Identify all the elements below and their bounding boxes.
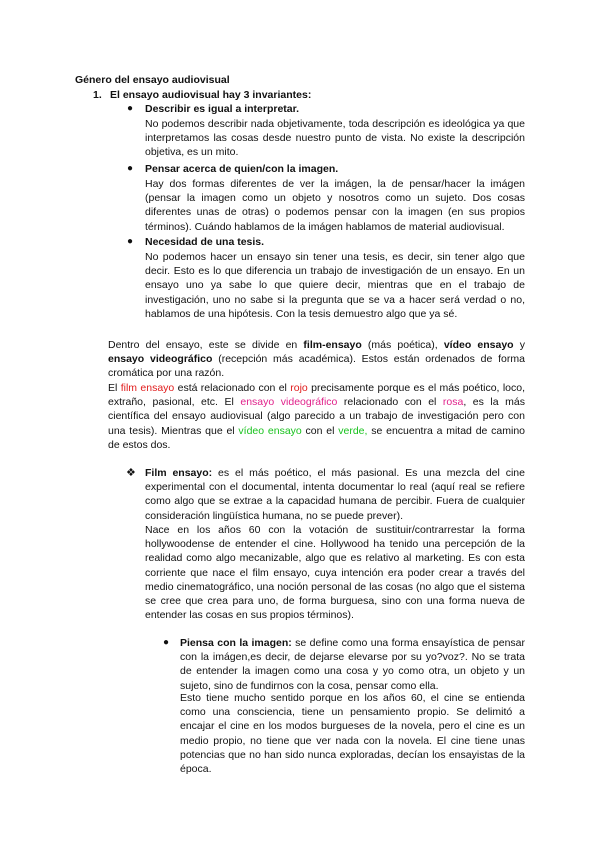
bullet-3-body: No podemos hacer un ensayo sin tener una tesis, es decir, sin tener algo que decir. Esto es lo que diferencia un trabajo de investigación de un ensayo. En un ensayo uno ya sabe lo que quiere decir, mientras que en el trabajo de investigación, uno no sabe si la pregunta que se va a hacer será verdad o no, hablamos de una hipótesis. Con la tesis demuestro algo que ya sé.: [145, 251, 525, 320]
paragraph-colors: El film ensayo está relacionado con el rojo precisamente porque es el más poético, loco, extraño, pasional, etc. El ensayo videográfico relacionado con el rosa, es la más científica del ensayo audiovisual (algo parecido a un trabajo de investigación pero con una tesis). Mientras que el vídeo ensayo con el verde, se encuentra a mitad de camino de estos dos.: [108, 382, 526, 451]
doc-title: Género del ensayo audiovisual: [75, 74, 230, 86]
film-ensayo-section: Film ensayo: es el más poético, el más pasional. Es una mezcla del cine experimental con el documental, intenta documentar lo real (aquí real se refiere como algo que se extrae a la capacidad humana de percibir. Fuera de cualquier consideración lingüística humana, no se puede prever).: [145, 467, 525, 522]
diamond-bullet-icon: ❖: [126, 467, 136, 479]
bullet-1-body: No podemos describir nada objetivamente, toda descripción es ideológica ya que interpretamos las cosas desde nuestro punto de vista. No existe la descripción objetiva, es un mito.: [145, 118, 525, 159]
bullet-2-title: Pensar acerca de quien/con la imagen.: [145, 163, 339, 175]
piensa-imagen-title: Piensa con la imagen:: [180, 637, 292, 649]
bullet-1-title: Describir es igual a interpretar.: [145, 103, 300, 115]
piensa-imagen-context: Esto tiene mucho sentido porque en los años 60, el cine se entienda como una consciencia, tiene un pensamiento propio. Se delimitó a encajar el cine en los modos burgueses de la novela, pero el cine es un medio propio, no tiene que ver nada con la novela. El cine tiene unas potencias que no han sido nunca exploradas, decían los ensayistas de la época.: [180, 692, 525, 776]
item-1-number: 1.: [93, 89, 102, 101]
piensa-imagen-section: Piensa con la imagen: se define como una forma ensayística de pensar con la imágen,es decir, de dejarse elevarse por su yo?voz?. No se trata de entender la imagen como una cosa y yo como otra, un objeto y un sujeto, sino de fundirnos con la cosa, pensar como ella.: [180, 637, 525, 692]
bullet-dot-icon: ●: [127, 163, 134, 174]
film-ensayo-title: Film ensayo:: [145, 467, 213, 479]
bullet-2-body: Hay dos formas diferentes de ver la imágen, la de pensar/hacer la imágen (pensar la imagen como un objeto y nosotros como un sujeto. Dos cosas diferentes unas de otras) o podemos pensar con la imagen (en sus propios términos). Cuándo hablamos de la imágen hablamos de material audiovisual.: [145, 178, 525, 233]
bullet-dot-icon: ●: [127, 236, 134, 247]
film-ensayo-history: Nace en los años 60 con la votación de sustituir/contrarrestar la forma hollywoodense de entender el cine. Hollywood ha tenido una percepción de la realidad como algo mecanizable, algo que es relativo al marketing. Es con esta corriente que nace el film ensayo, cuya intención era poder crear a través del medio cinematográfico, una noción personal de las cosas (no algo que el sistema se cree que crea para uno, de forma burguesa, sino con una forma nueva de entender las cosas en sus propios términos).: [145, 524, 525, 622]
bullet-dot-icon: ●: [127, 103, 134, 114]
item-1-title: El ensayo audiovisual hay 3 invariantes:: [110, 89, 312, 101]
paragraph-divisions: Dentro del ensayo, este se divide en film-ensayo (más poética), vídeo ensayo y ensayo videográfico (recepción más académica). Estos están ordenados de forma cromática por una razón.: [108, 339, 525, 380]
bullet-3-title: Necesidad de una tesis.: [145, 236, 265, 248]
bullet-dot-icon: ●: [163, 637, 170, 648]
